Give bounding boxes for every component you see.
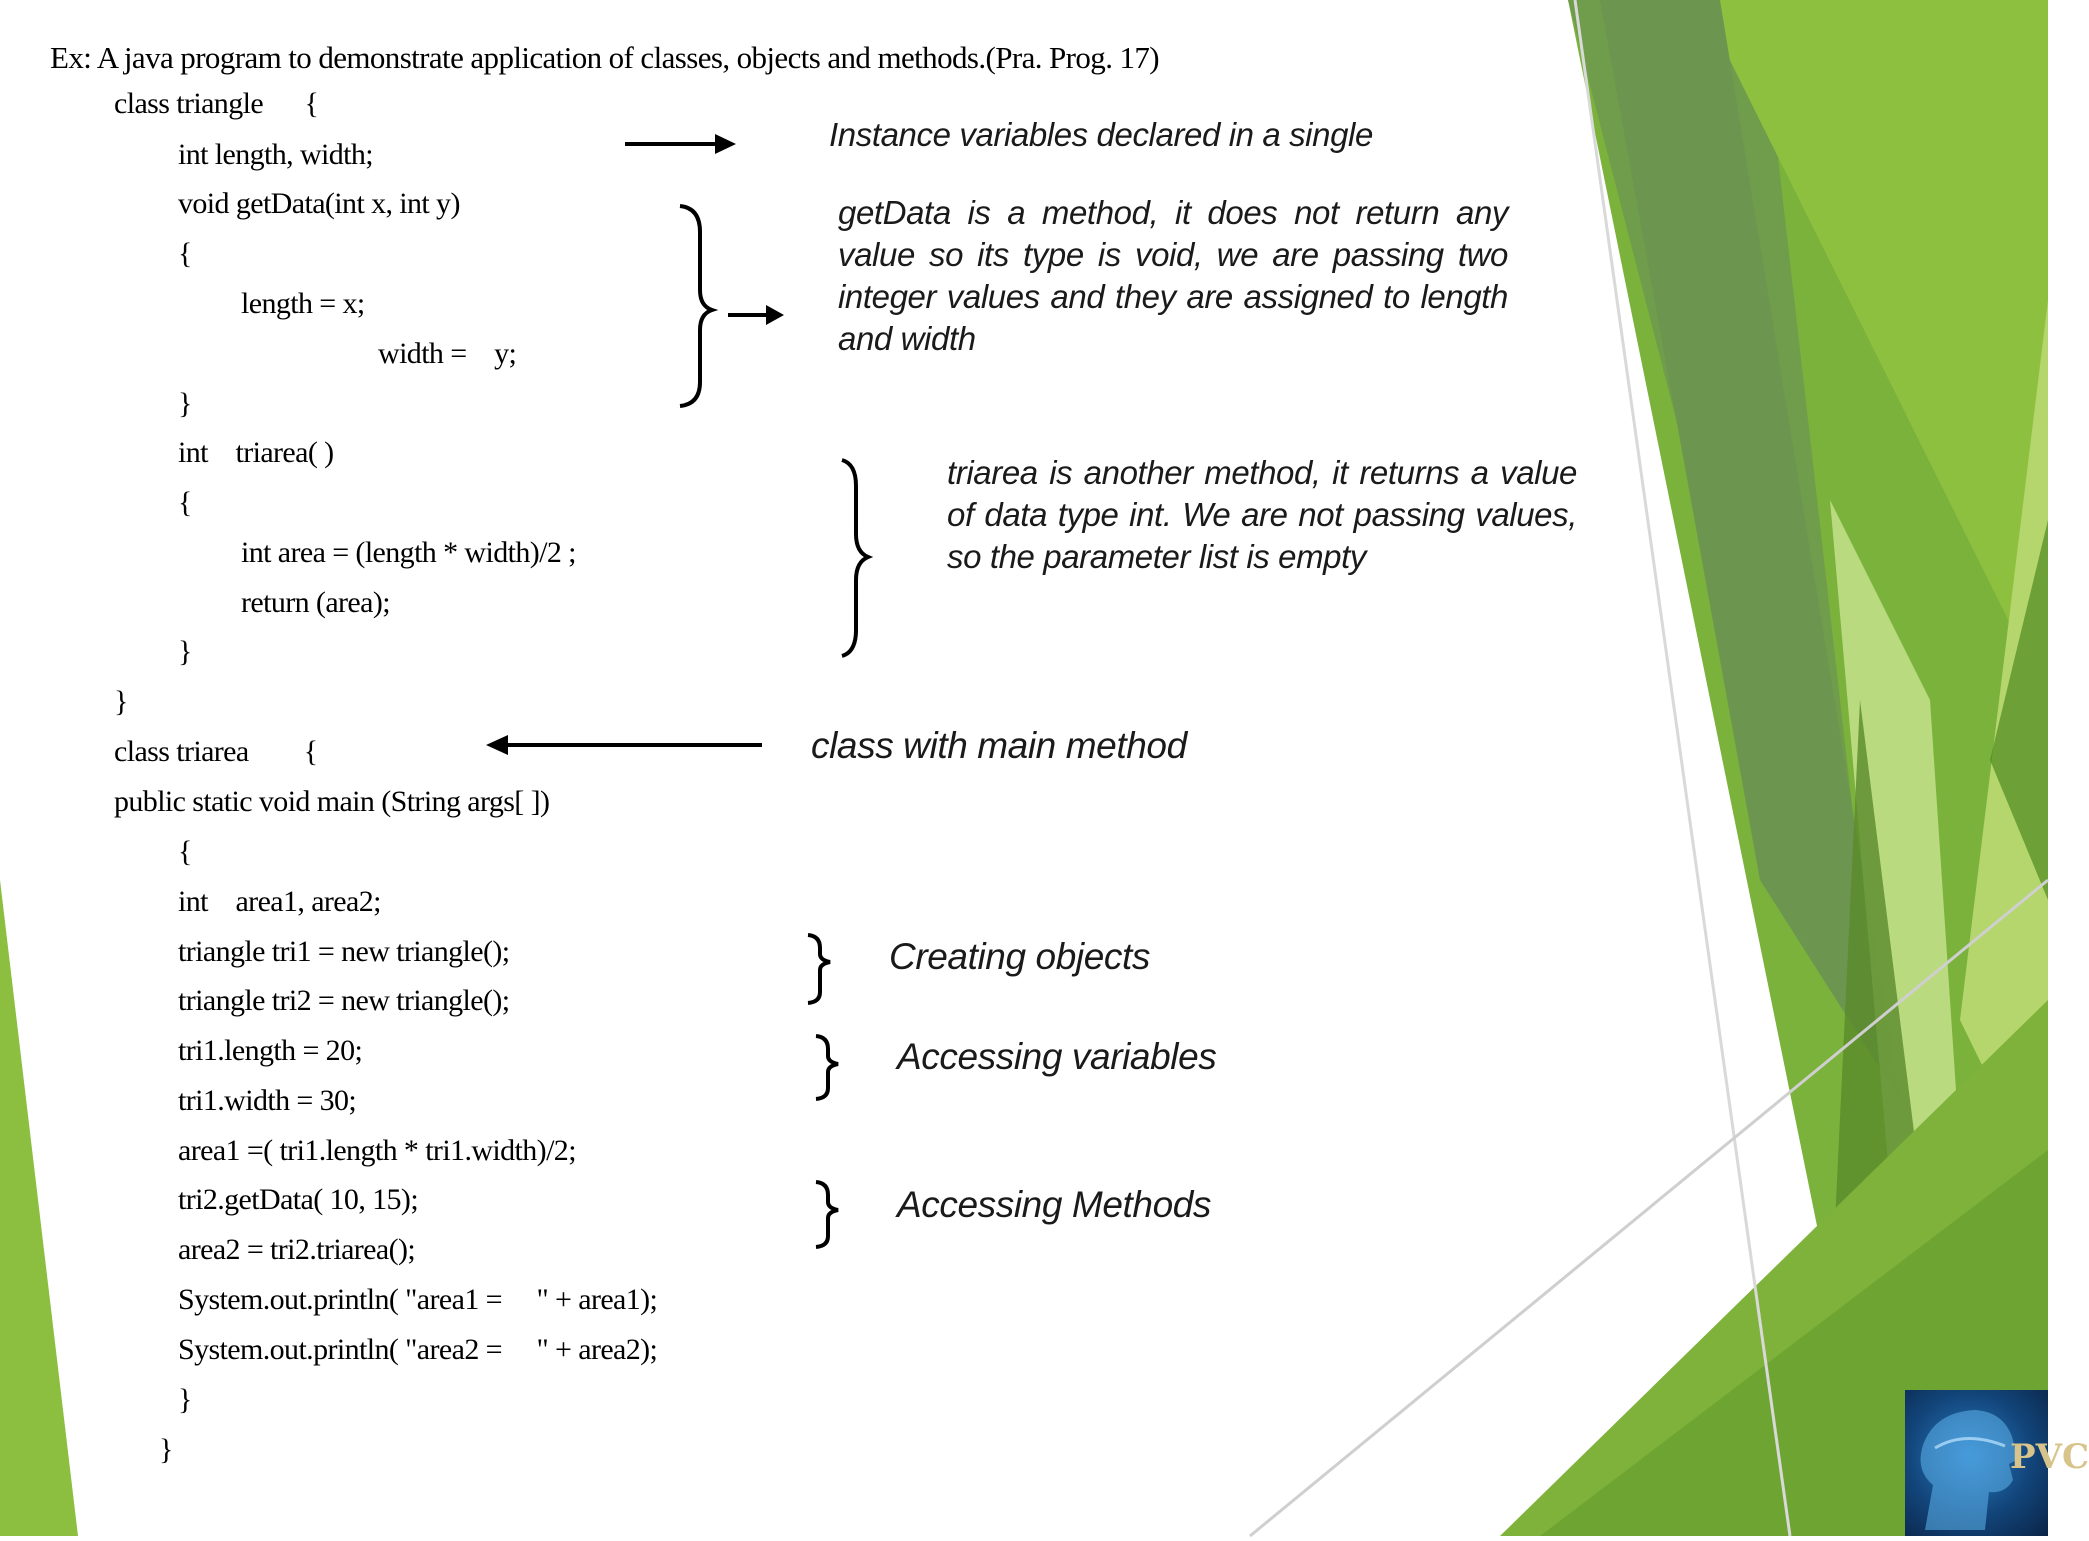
code-line: System.out.println( "area2 = " + area2); (178, 1333, 658, 1366)
page-title: Ex: A java program to demonstrate application of classes, objects and methods.(Pra. Prog. 17) (50, 40, 1160, 75)
code-line: tri1.width = 30; (178, 1084, 357, 1117)
code-line: return (area); (241, 586, 390, 619)
code-line: triangle tri1 = new triangle(); (178, 935, 510, 968)
note-accessing-methods: Accessing Methods (897, 1184, 1212, 1225)
code-line: { (178, 237, 192, 270)
code-line: int area = (length * width)/2 ; (241, 536, 576, 569)
note-creating-objects: Creating objects (889, 936, 1150, 977)
code-line: width = y; (378, 337, 517, 370)
code-line: public static void main (String args[ ]) (114, 785, 550, 818)
code-line: void getData(int x, int y) (178, 187, 460, 220)
code-line: { (178, 835, 192, 868)
note-accessing-variables: Accessing variables (897, 1036, 1217, 1077)
code-line: length = x; (241, 287, 365, 320)
code-line: int area1, area2; (178, 885, 381, 918)
code-line: } (178, 1383, 192, 1416)
code-line: tri1.length = 20; (178, 1034, 363, 1067)
code-line: { (178, 486, 192, 519)
note-instance-variables: Instance variables declared in a single (829, 116, 1373, 153)
code-line: area2 = tri2.triarea(); (178, 1233, 416, 1266)
note-main-class: class with main method (811, 725, 1187, 766)
code-line: } (178, 635, 192, 668)
code-line: class triangle { (114, 87, 319, 120)
code-line: int length, width; (178, 138, 374, 171)
note-getdata: getData is a method, it does not return any value so its type is void, we are passing two integer values and they are assigned to length and width (838, 194, 1508, 357)
code-line: triangle tri2 = new triangle(); (178, 984, 510, 1017)
code-line: class triarea { (114, 735, 318, 768)
note-triarea: triarea is another method, it returns a value of data type int. We are not passing values, so the parameter list is empty (947, 454, 1577, 575)
brand-logo (1905, 1390, 2089, 1536)
code-line: tri2.getData( 10, 15); (178, 1183, 419, 1216)
code-line: int triarea( ) (178, 436, 334, 469)
logo-text: PVC (2010, 1437, 2089, 1477)
code-line: } (159, 1433, 173, 1466)
code-line: } (178, 387, 192, 420)
code-line: } (114, 685, 128, 718)
code-line: area1 =( tri1.length * tri1.width)/2; (178, 1134, 576, 1167)
code-line: System.out.println( "area1 = " + area1); (178, 1283, 658, 1316)
